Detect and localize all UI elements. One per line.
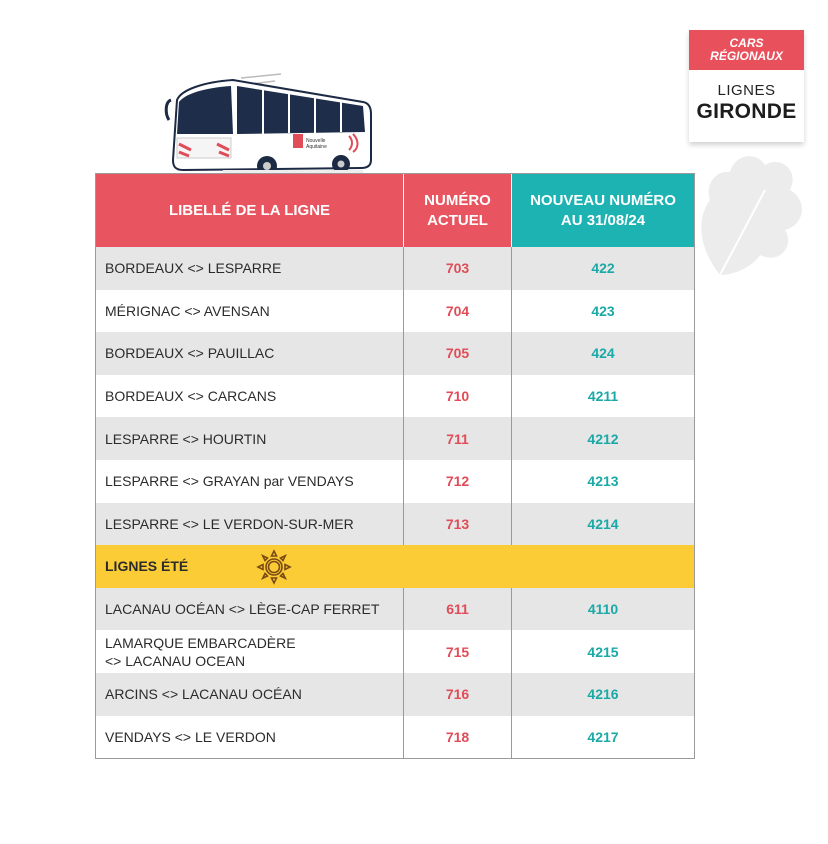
current-number: 712	[404, 460, 512, 503]
header-label-text: LIBELLÉ DE LA LIGNE	[168, 201, 331, 219]
current-number: 716	[404, 673, 512, 716]
new-number: 422	[591, 260, 615, 277]
line-label: VENDAYS <> LE VERDON	[96, 716, 404, 759]
table-row	[96, 503, 694, 546]
table-row	[96, 290, 694, 333]
table-row	[96, 460, 694, 503]
header-new-number	[512, 174, 694, 247]
new-number: 423	[591, 302, 615, 319]
badge-top-line2: RÉGIONAUX	[710, 49, 783, 63]
new-number: 4216	[587, 686, 619, 703]
line-label: MÉRIGNAC <> AVENSAN	[96, 290, 404, 333]
new-number: 4212	[587, 430, 619, 447]
new-number: 4215	[587, 643, 619, 660]
line-label: LESPARRE <> GRAYAN par VENDAYS	[96, 460, 404, 503]
new-number: 424	[591, 345, 615, 362]
new-number: 4211	[587, 388, 619, 405]
current-number: 718	[404, 716, 512, 759]
badge-top-line1: CARS	[729, 36, 764, 50]
table-row	[96, 247, 694, 290]
current-number: 703	[404, 247, 512, 290]
line-label: BORDEAUX <> CARCANS	[96, 375, 404, 418]
current-number: 611	[404, 588, 512, 631]
current-number: 711	[404, 417, 512, 460]
table-row	[96, 673, 694, 716]
new-number: 4110	[587, 601, 619, 618]
header-new-line1: NOUVEAU NUMÉRO	[530, 191, 676, 209]
current-number: 713	[404, 503, 512, 546]
header-line-label	[96, 174, 404, 247]
line-label	[96, 630, 404, 673]
line-label: BORDEAUX <> PAUILLAC	[96, 332, 404, 375]
line-label: LESPARRE <> HOURTIN	[96, 417, 404, 460]
line-label: ARCINS <> LACANAU OCÉAN	[96, 673, 404, 716]
sun-icon	[256, 549, 292, 585]
line-label: BORDEAUX <> LESPARRE	[96, 247, 404, 290]
svg-text:Nouvelle: Nouvelle	[306, 138, 326, 144]
badge-lignes: LIGNES	[717, 82, 776, 99]
table-row	[96, 630, 694, 673]
current-number: 704	[404, 290, 512, 333]
table-row	[96, 375, 694, 418]
table-row	[96, 588, 694, 631]
badge-gironde: GIRONDE	[696, 100, 797, 123]
cars-regionaux-banner	[689, 30, 804, 70]
bus-illustration	[163, 72, 373, 176]
table-header	[96, 174, 694, 247]
lignes-gironde-badge	[689, 30, 804, 142]
header-current-number	[404, 174, 512, 247]
current-number: 715	[404, 630, 512, 673]
new-number: 4213	[587, 473, 619, 490]
line-renumbering-table	[95, 173, 695, 759]
line-label-part2: <> LACANAU OCEAN	[105, 652, 246, 669]
header-new-line2: AU 31/08/24	[560, 211, 646, 229]
summer-lines-label: LIGNES ÉTÉ	[105, 558, 189, 575]
leaf-decoration	[690, 140, 810, 280]
table-row	[96, 417, 694, 460]
current-number: 710	[404, 375, 512, 418]
svg-text:Aquitaine: Aquitaine	[306, 144, 327, 150]
current-number: 705	[404, 332, 512, 375]
table-row	[96, 332, 694, 375]
line-label: LACANAU OCÉAN <> LÈGE-CAP FERRET	[96, 588, 404, 631]
new-number: 4217	[587, 728, 619, 745]
header-current-line2: ACTUEL	[427, 211, 488, 229]
table-row	[96, 716, 694, 759]
summer-lines	[96, 588, 694, 758]
regular-lines	[96, 247, 694, 545]
line-label-part1: LAMARQUE EMBARCADÈRE	[105, 634, 296, 651]
header-current-line1: NUMÉRO	[424, 191, 491, 209]
new-number: 4214	[587, 515, 619, 532]
summer-lines-band	[96, 545, 694, 588]
line-label: LESPARRE <> LE VERDON-SUR-MER	[96, 503, 404, 546]
